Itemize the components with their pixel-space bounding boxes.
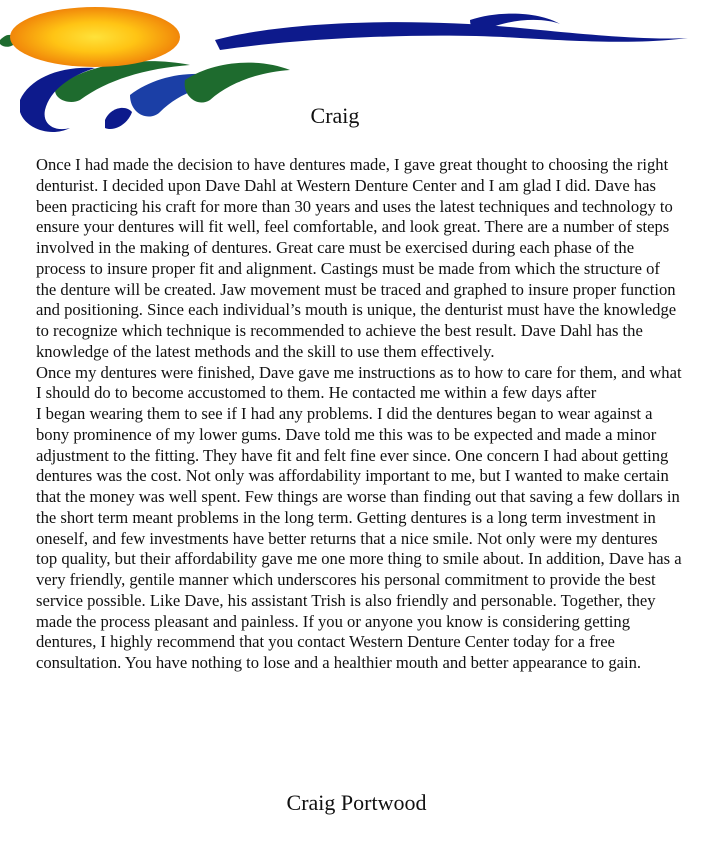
page-title: Craig — [310, 103, 360, 128]
swash-top-right — [215, 22, 688, 50]
testimonial-paragraph-3: I began wearing them to see if I had any problems. I did the dentures began to wear against a bony prominence of my lower gums. Dave told me this was to be expected and made a minor adjustment to the fitting. They have fit and felt fine ever since. One concern I had about getting dentures was the cost. Not only was affordability important to me, but I wanted to make certain that the money was well spent. Few things are worse than finding out that saving a few dollars in the short term meant problems in the long term. Getting dentures is a long term investment in oneself, and few investments have better returns that a nice smile. Not only were my dentures top quality, but their affordability gave me one more thing to smile about. In addition, Dave has a very friendly, gentile manner which underscores his personal commitment to provide the best service possible. Like Dave, his assistant Trish is also friendly and personable. Together, they made the process pleasant and painless. If you or anyone you know is considering getting dentures, I highly recommend that you contact Western Denture Center today for a free consultation. You have nothing to lose and a healthier mouth and better appearance to gain. — [36, 404, 682, 672]
sun-ellipse — [10, 7, 180, 67]
testimonial-body — [36, 155, 682, 674]
signature: Craig Portwood — [286, 790, 427, 815]
green-leaf-center — [185, 63, 290, 103]
testimonial-paragraph-1: Once I had made the decision to have dentures made, I gave great thought to choosing the right denturist. I decided upon Dave Dahl at Western Denture Center and I am glad I did. Dave has been practicing his craft for more than 30 years and uses the latest techniques and technology to ensure your dentures will fit well, feel comfortable, and look great. There are a number of steps involved in the making of dentures. Great care must be exercised during each phase of the process to insure proper fit and alignment. Castings must be made from which the structure of the denture will be created. Jaw movement must be traced and graphed to insure proper function and positioning. Since each individual’s mouth is unique, the denturist must have the knowledge to recognize which technique is recommended to achieve the best result. Dave Dahl has the knowledge of the latest methods and the skill to use them effectively. — [36, 155, 677, 361]
testimonial-paragraph-2: Once my dentures were finished, Dave gave me instructions as to how to care for them, and what I should do to become accustomed to them. He contacted me within a few days after — [36, 362, 682, 403]
